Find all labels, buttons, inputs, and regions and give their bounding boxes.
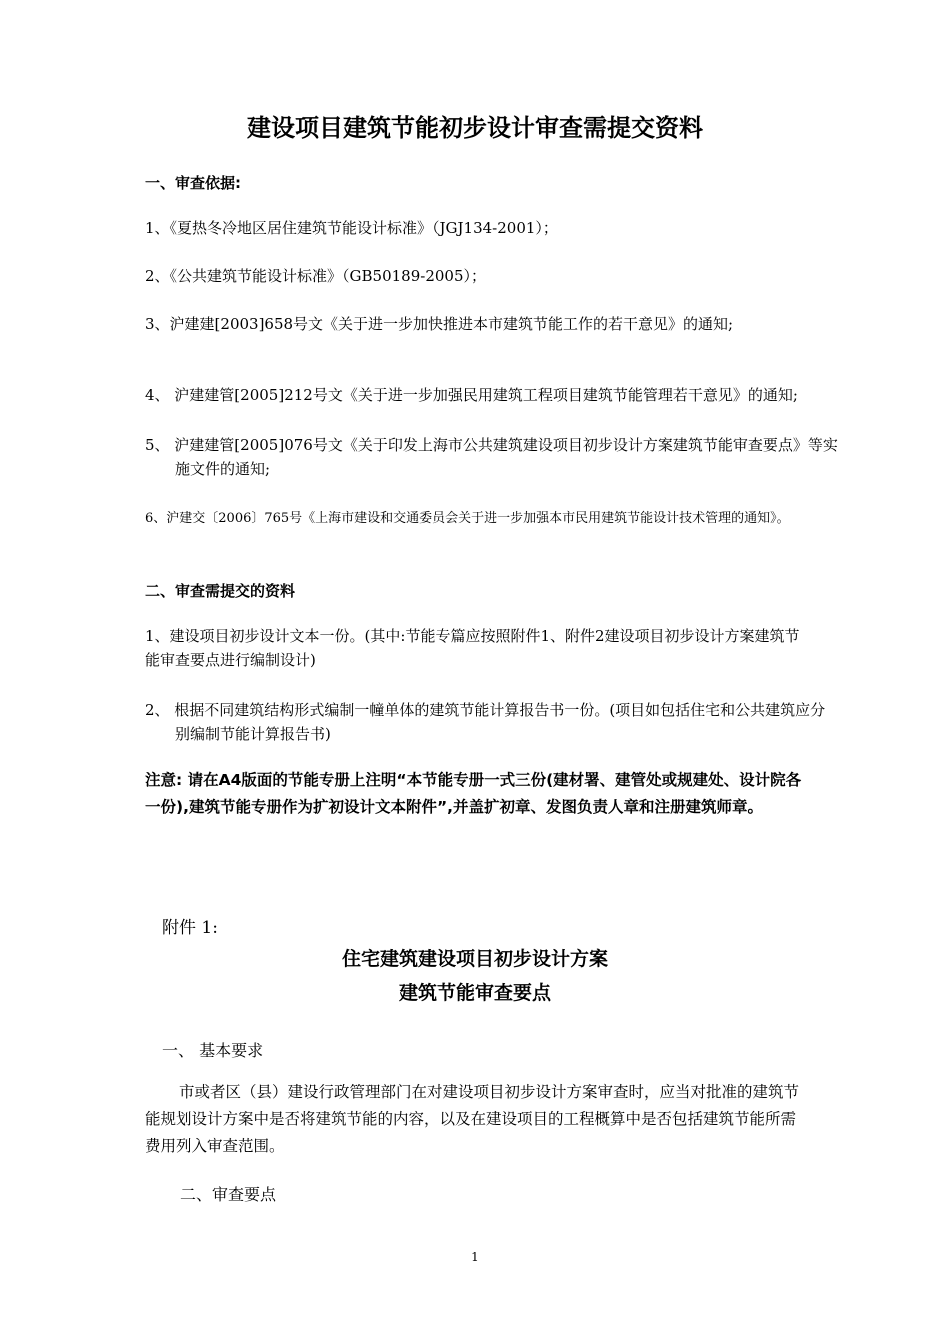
attachment-title-line2: 建筑节能审查要点 bbox=[398, 982, 551, 1004]
section2-heading: 二、审查需提交的资料 bbox=[145, 582, 296, 600]
submit-item-2: 2、 根据不同建筑结构形式编制一幢单体的建筑节能计算报告书一份。(项目如包括住宅和公共建筑应分别编制节能计算报告书) bbox=[145, 701, 826, 743]
document-title: 建设项目建筑节能初步设计审查需提交资料 bbox=[247, 114, 703, 142]
attachment-label: 附件 1: bbox=[162, 918, 218, 938]
basic-requirements-body: 市或者区（县）建设行政管理部门在对建设项目初步设计方案审查时，应当对批准的建筑节能规划设计方案中是否将建筑节能的内容，以及在建设项目的工程概算中是否包括建筑节能所需费用列入审查范围。 bbox=[145, 1083, 800, 1155]
submit-item-1: 1、建设项目初步设计文本一份。(其中:节能专篇应按照附件1、附件2建设项目初步设计方案建筑节能审查要点进行编制设计) bbox=[145, 627, 800, 669]
basis-item-1: 1、《夏热冬冷地区居住建筑节能设计标准》（JGJ134-2001）； bbox=[145, 219, 558, 237]
attachment-title-line1: 住宅建筑建设项目初步设计方案 bbox=[341, 948, 608, 970]
basis-item-5: 5、 沪建建管[2005]076号文《关于印发上海市公共建筑建设项目初步设计方案建筑节能审查要点》等实施文件的通知; bbox=[145, 436, 838, 478]
basis-item-6: 6、沪建交〔2006〕765号《上海市建设和交通委员会关于进一步加强本市民用建筑节能设计技术管理的通知》。 bbox=[145, 511, 790, 526]
notice-paragraph: 注意: 请在A4版面的节能专册上注明“本节能专册一式三份(建材署、建管处或规建处、设计院各一份),建筑节能专册作为扩初设计文本附件”,并盖扩初章、发图负责人章和注册建筑师章。 bbox=[145, 771, 802, 816]
section1-heading: 一、审查依据: bbox=[145, 174, 241, 192]
review-points-heading: 二、审查要点 bbox=[180, 1185, 277, 1204]
basis-item-3: 3、沪建建[2003]658号文《关于进一步加快推进本市建筑节能工作的若干意见》的通知; bbox=[145, 315, 734, 333]
basis-item-4: 4、 沪建建管[2005]212号文《关于进一步加强民用建筑工程项目建筑节能管理若干意见》的通知; bbox=[145, 386, 798, 404]
basis-item-2: 2、《公共建筑节能设计标准》（GB50189-2005）； bbox=[145, 267, 487, 285]
basic-requirements-heading: 一、 基本要求 bbox=[162, 1041, 264, 1060]
page-number: 1 bbox=[471, 1250, 479, 1264]
